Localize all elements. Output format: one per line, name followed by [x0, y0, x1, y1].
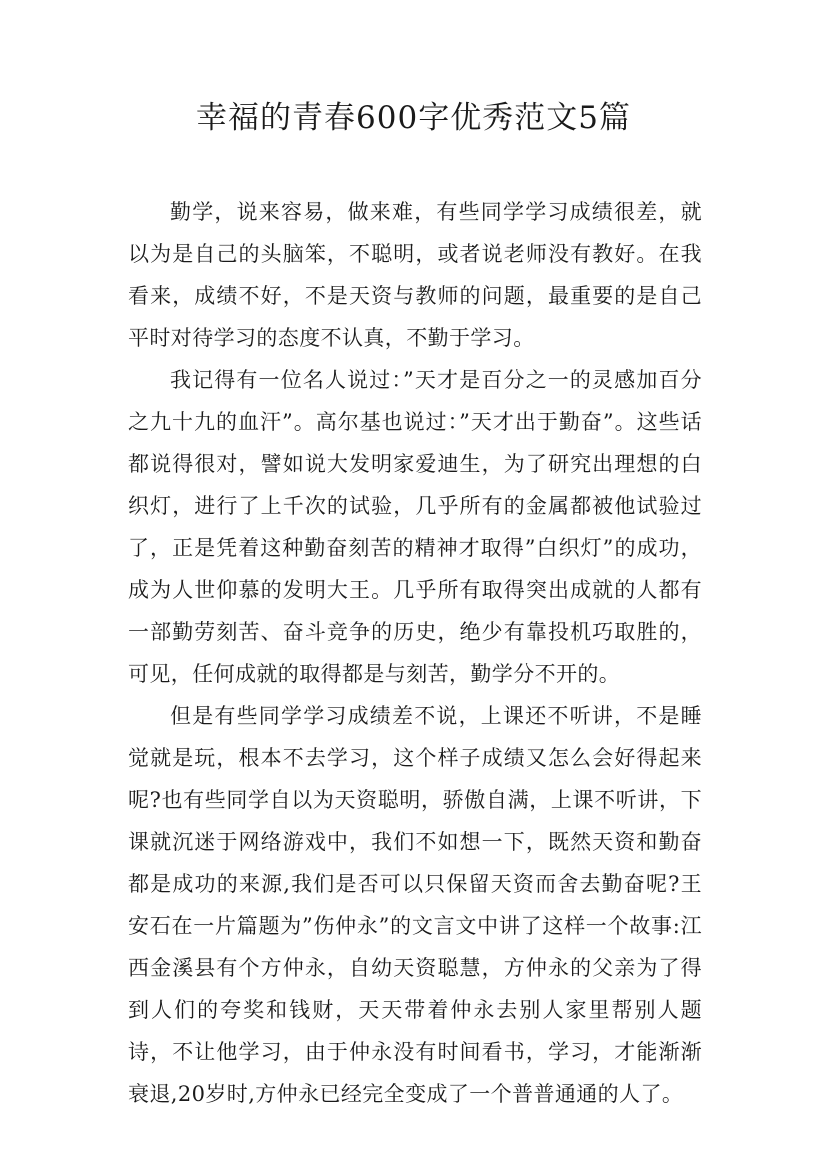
paragraph-3: 但是有些同学学习成绩差不说，上课还不听讲，不是睡觉就是玩，根本不去学习，这个样子成绩又怎么会好得起来呢?也有些同学自以为天资聪明，骄傲自满，上课不听讲，下课就沉迷于网络游戏中，我们不如想一下，既然天资和勤奋都是成功的来源,我们是否可以只保留天资而舍去勤奋呢?王安石在一片篇题为”伤仲永”的文言文中讲了这样一个故事:江西金溪县有个方仲永，自幼天资聪慧，方仲永的父亲为了得到人们的夸奖和钱财，天天带着仲永去别人家里帮别人题诗，不让他学习，由于仲永没有时间看书，学习，才能渐渐衰退,20岁时,方仲永已经完全变成了一个普普通通的人了。 [128, 704, 702, 1106]
paragraph-2: 我记得有一位名人说过：”天才是百分之一的灵感加百分之九十九的血汗”。高尔基也说过：”天才出于勤奋”。这些话都说得很对，譬如说大发明家爱迪生，为了研究出理想的白织灯，进行了上千次的试验，几乎所有的金属都被他试验过了，正是凭着这种勤奋刻苦的精神才取得”白织灯”的成功，成为人世仰慕的发明大王。几乎所有取得突出成就的人都有一部勤劳刻苦、奋斗竞争的历史，绝少有靠投机巧取胜的，可见，任何成就的取得都是与刻苦，勤学分不开的。 [128, 368, 702, 686]
document-title: 幸福的青春600字优秀范文5篇 [196, 100, 631, 136]
document-body [128, 191, 702, 1115]
paragraph-1: 勤学，说来容易，做来难，有些同学学习成绩很差，就以为是自己的头脑笨，不聪明，或者说老师没有教好。在我看来，成绩不好，不是天资与教师的问题，最重要的是自己平时对待学习的态度不认真，不勤于学习。 [128, 200, 702, 350]
